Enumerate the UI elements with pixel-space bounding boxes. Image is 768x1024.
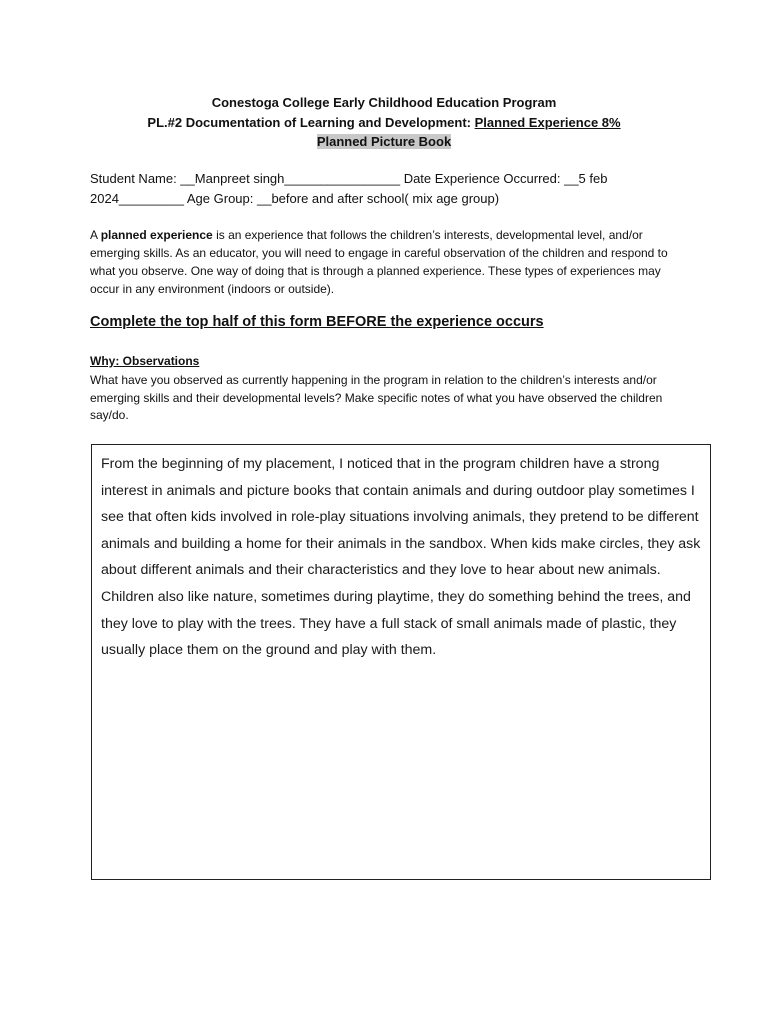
assignment-title [90,113,678,133]
intro-prefix: A [90,228,101,242]
assignment-subtitle-line [90,132,678,152]
assignment-weight: Planned Experience 8% [474,114,621,130]
document-header [90,93,678,152]
program-title: Conestoga College Early Childhood Education Program [211,95,557,110]
why-observations-heading: Why: Observations [90,354,200,368]
intro-body: is an experience that follows the children’s interests, developmental level, and/or emerging skills. As an educator, you will need to engage in careful observation of the children and respond to what you observe. One way of doing that is through a planned experience. These types of experiences may occur in any environment (indoors or outside). [90,228,668,296]
assignment-title-prefix: PL.#2 Documentation of Learning and Development: [147,114,475,130]
intro-term: planned experience [100,228,213,242]
why-observations-prompt: What have you observed as currently happening in the program in relation to the children’s interests and/or emerging skills and their developmental levels? Make specific notes of what you have observed the children say/do. [90,373,663,422]
observations-answer-box[interactable] [91,444,711,880]
student-info: Student Name: __Manpreet singh________________ Date Experience Occurred: __5 feb 2024_________ Age Group: __before and after school( mix age group) [90,171,608,206]
intro-paragraph [90,226,690,298]
assignment-subtitle: Planned Picture Book [316,134,452,149]
section-title: Complete the top half of this form BEFORE the experience occurs [90,314,544,330]
observations-answer-text: From the beginning of my placement, I noticed that in the program children have a strong interest in animals and picture books that contain animals and during outdoor play sometimes I see that often kids involved in role-play situations involving animals, they pretend to be different animals and building a home for their animals in the sandbox. When kids make circles, they ask about different animals and their characteristics and they love to hear about new animals. Children also like nature, sometimes during playtime, they do something behind the trees, and they love to play with the trees. They have a full stack of small animals made of plastic, they usually place them on the ground and play with them. [101,456,701,659]
